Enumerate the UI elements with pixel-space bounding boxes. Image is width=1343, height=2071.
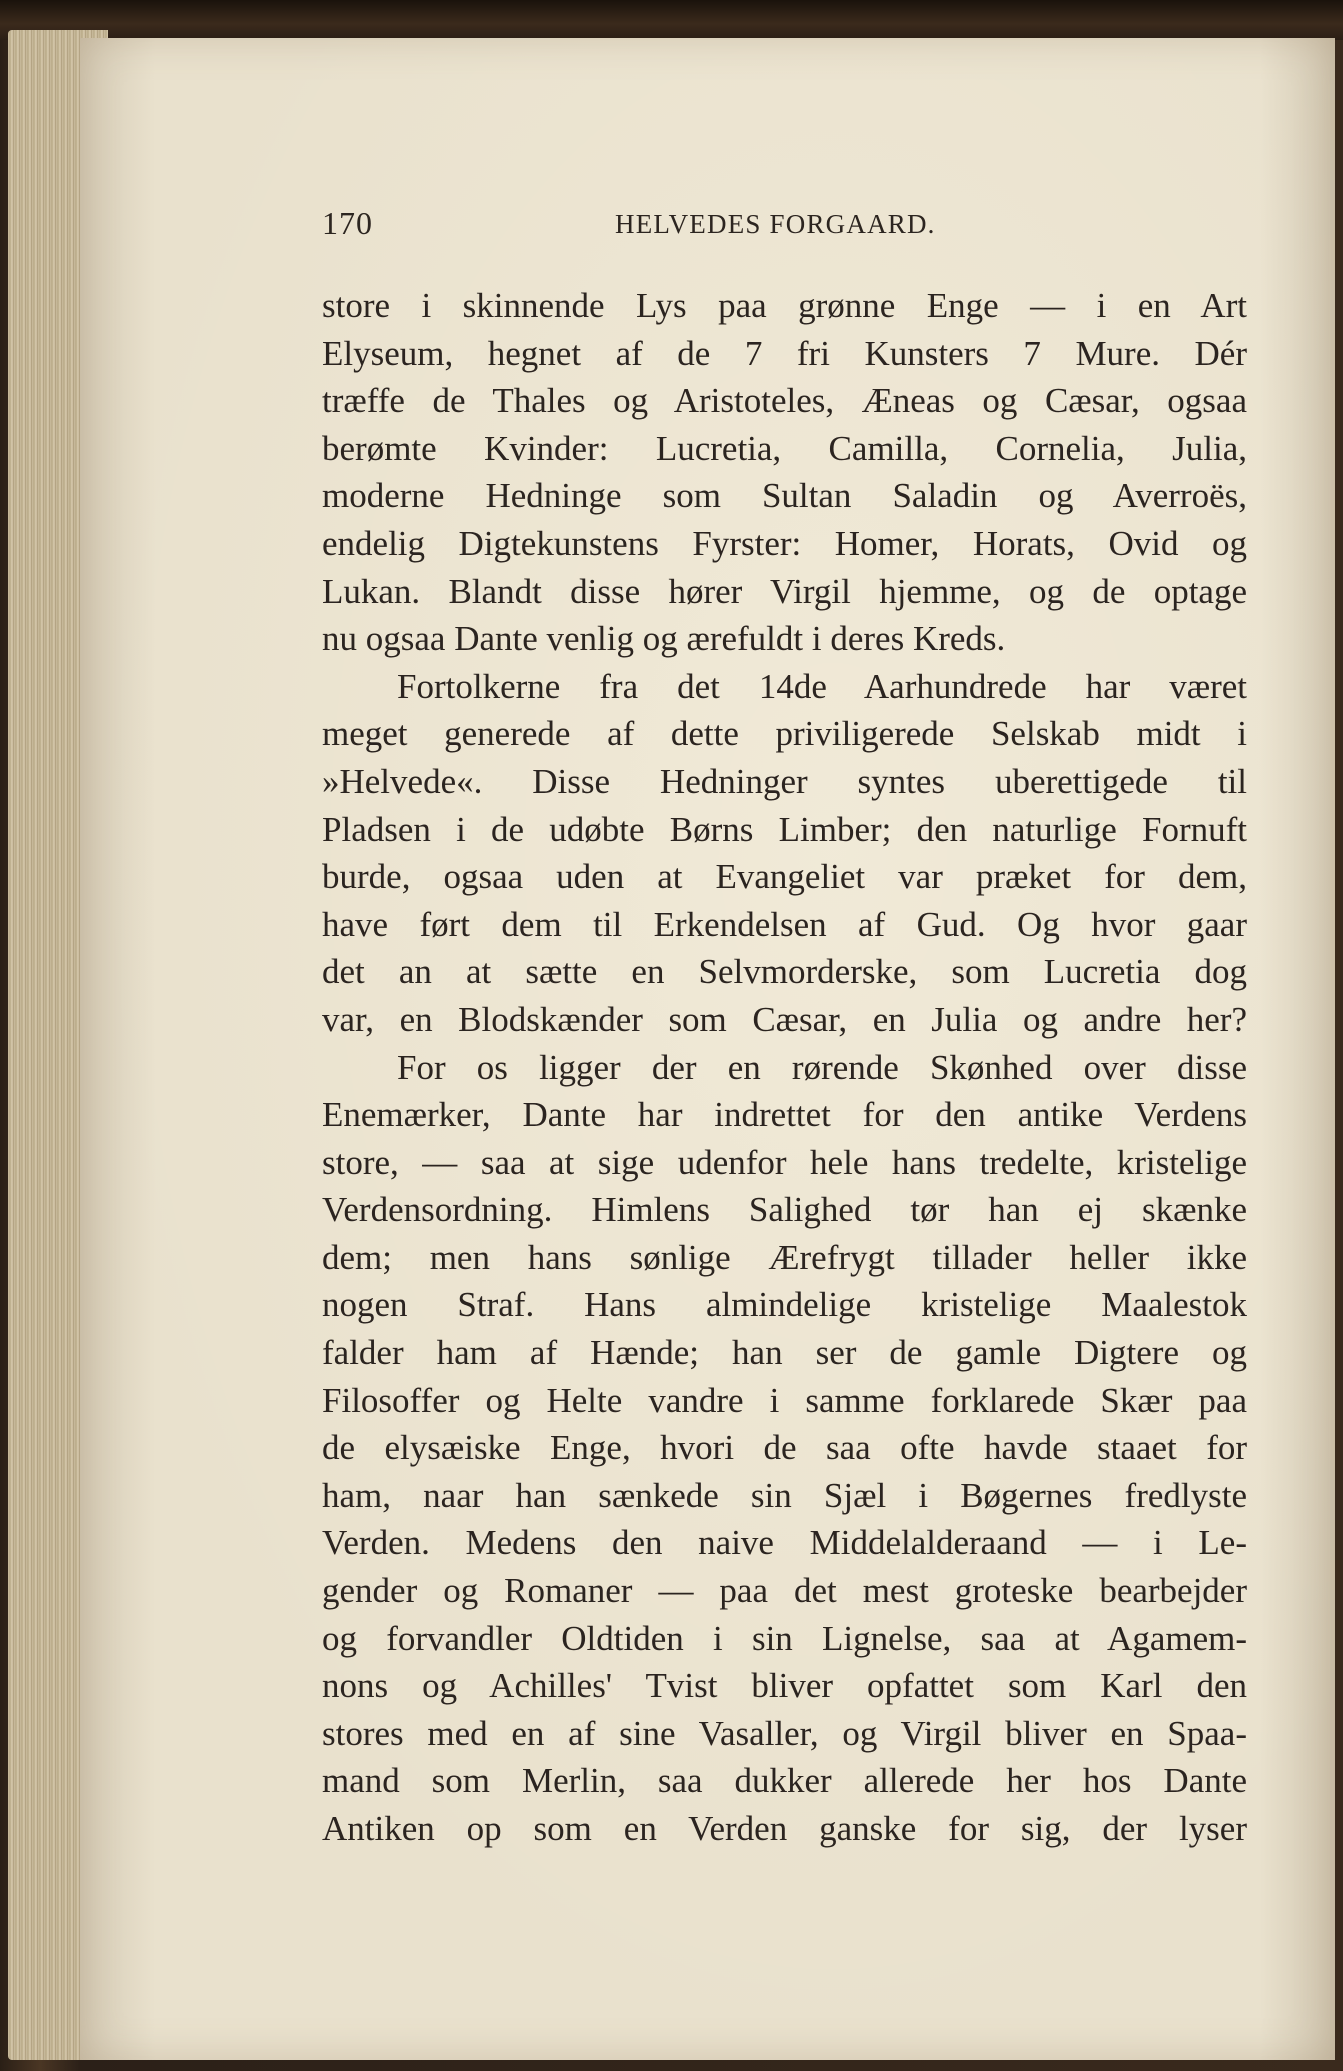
text-line: Verdensordning. Himlens Salighed tør han ej skænke (322, 1190, 1247, 1230)
text-line: dem; men hans sønlige Ærefrygt tillader heller ikke (322, 1237, 1247, 1277)
text-line: det an at sætte en Selvmorderske, som Lucretia dog (322, 952, 1247, 992)
text-line: nu ogsaa Dante venlig og ærefuldt i deres Kreds. (322, 619, 1006, 659)
text-line: gender og Romaner — paa det mest groteske bearbejder (322, 1571, 1247, 1611)
text-line: »Helvede«. Disse Hedninger syntes uberettigede til (322, 761, 1247, 801)
text-line: Enemærker, Dante har indrettet for den antike Verdens (322, 1095, 1247, 1135)
text-line: Verden. Medens den naive Middelalderaand — i Le- (322, 1523, 1247, 1563)
text-line: store, — saa at sige udenfor hele hans tredelte, kristelige (322, 1142, 1247, 1182)
text-line: have ført dem til Erkendelsen af Gud. Og hvor gaar (322, 904, 1247, 944)
text-line: ham, naar han sænkede sin Sjæl i Bøgernes fredlyste (322, 1475, 1247, 1515)
text-line: Filosoffer og Helte vandre i samme forklarede Skær paa (322, 1380, 1247, 1420)
body-text (322, 282, 1247, 1853)
text-line: var, en Blodskænder som Cæsar, en Julia og andre her? (322, 999, 1247, 1039)
running-title: HELVEDES FORGAARD. (615, 209, 936, 239)
running-head (322, 205, 947, 245)
text-line: endelig Digtekunstens Fyrster: Homer, Horats, Ovid og (322, 523, 1247, 563)
text-line: berømte Kvinder: Lucretia, Camilla, Cornelia, Julia, (322, 428, 1247, 468)
text-line: og forvandler Oldtiden i sin Lignelse, saa at Agamem- (322, 1618, 1247, 1658)
book-cover-edge (0, 0, 1343, 40)
text-line: Antiken op som en Verden ganske for sig, der lyser (322, 1809, 1247, 1848)
text-line: Lukan. Blandt disse hører Virgil hjemme, og de optage (322, 571, 1247, 611)
page-number: 170 (322, 205, 373, 241)
text-line: træffe de Thales og Aristoteles, Æneas og Cæsar, ogsaa (322, 381, 1247, 421)
text-line: de elysæiske Enge, hvori de saa ofte havde staaet for (322, 1428, 1247, 1468)
text-line: falder ham af Hænde; han ser de gamle Digtere og (322, 1333, 1247, 1373)
text-line: moderne Hedninge som Sultan Saladin og Averroës, (322, 476, 1247, 516)
text-line: meget generede af dette priviligerede Selskab midt i (322, 714, 1247, 754)
text-line: store i skinnende Lys paa grønne Enge — i en Art (322, 286, 1247, 325)
text-line: nons og Achilles' Tvist bliver opfattet som Karl den (322, 1666, 1247, 1706)
text-line: For os ligger der en rørende Skønhed over disse (397, 1047, 1247, 1087)
text-line: Elyseum, hegnet af de 7 fri Kunsters 7 Mure. Dér (322, 333, 1247, 373)
text-line: burde, ogsaa uden at Evangeliet var præket for dem, (322, 857, 1247, 897)
text-line: Fortolkerne fra det 14de Aarhundrede har været (397, 666, 1247, 706)
text-line: Pladsen i de udøbte Børns Limber; den naturlige Fornuft (322, 809, 1247, 849)
text-line: mand som Merlin, saa dukker allerede her hos Dante (322, 1761, 1247, 1801)
text-line: stores med en af sine Vasaller, og Virgil bliver en Spaa- (322, 1713, 1247, 1753)
text-line: nogen Straf. Hans almindelige kristelige Maalestok (322, 1285, 1247, 1325)
